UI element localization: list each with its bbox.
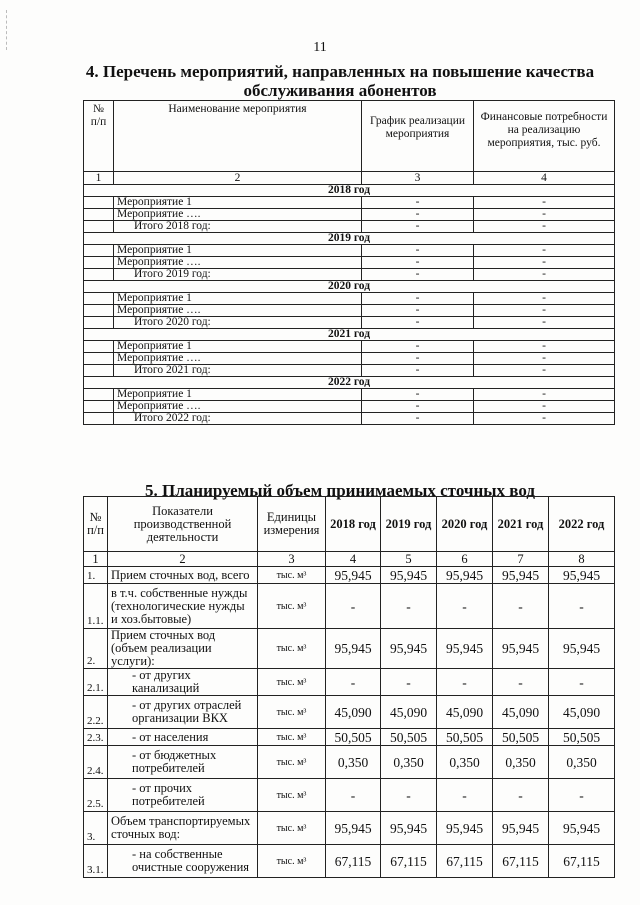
table-header-row [84, 101, 615, 172]
schedule-cell: - [362, 341, 474, 353]
table-row [84, 305, 615, 317]
value-cell: 67,115 [326, 845, 381, 878]
indicator-name: - от прочих потребителей [108, 779, 258, 812]
value-cell: 95,945 [326, 567, 381, 584]
schedule-cell: - [362, 365, 474, 377]
row-number: 1.1. [84, 584, 108, 629]
table-row [84, 341, 615, 353]
year-label: 2022 год [84, 377, 615, 389]
header-cell: № п/п [84, 101, 114, 172]
year-row [84, 329, 615, 341]
value-cell: 50,505 [381, 729, 437, 746]
header-cell: Показатели производственной деятельности [108, 497, 258, 552]
value-cell: 67,115 [493, 845, 549, 878]
index-cell: 7 [493, 552, 549, 567]
unit-cell: тыс. м³ [258, 629, 326, 669]
unit-cell: тыс. м³ [258, 746, 326, 779]
header-cell: График реализации мероприятия [362, 101, 474, 172]
indicator-name: - от бюджетных потребителей [108, 746, 258, 779]
section4-title: 4. Перечень мероприятий, направленных на повышение качества обслуживания абонентов [85, 62, 595, 100]
finance-cell: - [474, 317, 615, 329]
value-cell: 50,505 [326, 729, 381, 746]
schedule-cell: - [362, 317, 474, 329]
value-cell: 95,945 [381, 567, 437, 584]
schedule-cell: - [362, 389, 474, 401]
measures-table [83, 100, 615, 425]
finance-cell: - [474, 305, 615, 317]
measure-name: Мероприятие …. [114, 257, 362, 269]
table-header-row [84, 497, 615, 552]
indicator-name: - от населения [108, 729, 258, 746]
value-cell: - [437, 669, 493, 696]
table-row [84, 365, 615, 377]
value-cell: 95,945 [437, 812, 493, 845]
row-number: 2.5. [84, 779, 108, 812]
value-cell: 0,350 [437, 746, 493, 779]
schedule-cell: - [362, 209, 474, 221]
value-cell: 45,090 [381, 696, 437, 729]
year-row [84, 185, 615, 197]
row-number: 2.1. [84, 669, 108, 696]
value-cell: - [493, 584, 549, 629]
value-cell: 95,945 [381, 629, 437, 669]
indicator-name: - от других канализаций [108, 669, 258, 696]
index-row [84, 552, 615, 567]
row-number-cell [84, 389, 114, 401]
index-cell: 6 [437, 552, 493, 567]
header-cell: 2022 год [549, 497, 615, 552]
value-cell: 0,350 [549, 746, 615, 779]
table-row [84, 209, 615, 221]
row-number-cell [84, 197, 114, 209]
measure-name: Итого 2021 год: [114, 365, 362, 377]
row-number-cell [84, 317, 114, 329]
measure-name: Итого 2018 год: [114, 221, 362, 233]
row-number-cell [84, 293, 114, 305]
unit-cell: тыс. м³ [258, 696, 326, 729]
row-number-cell [84, 365, 114, 377]
value-cell: 95,945 [549, 567, 615, 584]
index-cell: 4 [474, 172, 615, 185]
row-number-cell [84, 245, 114, 257]
indicator-name: Прием сточных вод, всего [108, 567, 258, 584]
finance-cell: - [474, 197, 615, 209]
index-cell: 8 [549, 552, 615, 567]
row-number-cell [84, 209, 114, 221]
table-row [84, 729, 615, 746]
value-cell: - [381, 779, 437, 812]
table-row [84, 197, 615, 209]
unit-cell: тыс. м³ [258, 812, 326, 845]
index-cell: 5 [381, 552, 437, 567]
table-row [84, 779, 615, 812]
measure-name: Мероприятие 1 [114, 245, 362, 257]
value-cell: 67,115 [549, 845, 615, 878]
value-cell: 95,945 [381, 812, 437, 845]
year-row [84, 281, 615, 293]
value-cell: 0,350 [326, 746, 381, 779]
finance-cell: - [474, 245, 615, 257]
measure-name: Мероприятие 1 [114, 389, 362, 401]
row-number-cell [84, 269, 114, 281]
row-number-cell [84, 353, 114, 365]
schedule-cell: - [362, 257, 474, 269]
value-cell: 67,115 [381, 845, 437, 878]
value-cell: - [493, 779, 549, 812]
measure-name: Мероприятие 1 [114, 197, 362, 209]
schedule-cell: - [362, 413, 474, 425]
value-cell: 50,505 [549, 729, 615, 746]
value-cell: - [326, 584, 381, 629]
value-cell: - [326, 669, 381, 696]
value-cell: 95,945 [493, 567, 549, 584]
indicator-name: - от других отраслей организации ВКХ [108, 696, 258, 729]
value-cell: 50,505 [437, 729, 493, 746]
row-number: 2. [84, 629, 108, 669]
measure-name: Мероприятие …. [114, 353, 362, 365]
table-row [84, 401, 615, 413]
header-cell: 2018 год [326, 497, 381, 552]
value-cell: 50,505 [493, 729, 549, 746]
row-number-cell [84, 401, 114, 413]
table-row [84, 584, 615, 629]
value-cell: - [549, 584, 615, 629]
value-cell: 95,945 [326, 812, 381, 845]
finance-cell: - [474, 365, 615, 377]
year-label: 2019 год [84, 233, 615, 245]
index-cell: 2 [114, 172, 362, 185]
row-number-cell [84, 413, 114, 425]
index-cell: 1 [84, 172, 114, 185]
finance-cell: - [474, 221, 615, 233]
index-cell: 2 [108, 552, 258, 567]
finance-cell: - [474, 209, 615, 221]
table-row [84, 245, 615, 257]
value-cell: 0,350 [493, 746, 549, 779]
index-row [84, 172, 615, 185]
index-cell: 1 [84, 552, 108, 567]
row-number: 3.1. [84, 845, 108, 878]
header-cell: 2019 год [381, 497, 437, 552]
measure-name: Итого 2020 год: [114, 317, 362, 329]
row-number: 2.2. [84, 696, 108, 729]
unit-cell: тыс. м³ [258, 669, 326, 696]
indicator-name: в т.ч. собственные нужды (технологические нужды и хоз.бытовые) [108, 584, 258, 629]
row-number: 1. [84, 567, 108, 584]
value-cell: 95,945 [493, 812, 549, 845]
table-row [84, 696, 615, 729]
finance-cell: - [474, 269, 615, 281]
measure-name: Мероприятие 1 [114, 341, 362, 353]
unit-cell: тыс. м³ [258, 729, 326, 746]
table-row [84, 845, 615, 878]
value-cell: - [381, 669, 437, 696]
row-number-cell [84, 257, 114, 269]
unit-cell: тыс. м³ [258, 779, 326, 812]
schedule-cell: - [362, 197, 474, 209]
index-cell: 3 [362, 172, 474, 185]
row-number: 2.4. [84, 746, 108, 779]
value-cell: - [493, 669, 549, 696]
measure-name: Итого 2019 год: [114, 269, 362, 281]
unit-cell: тыс. м³ [258, 584, 326, 629]
schedule-cell: - [362, 221, 474, 233]
table-row [84, 746, 615, 779]
row-number: 3. [84, 812, 108, 845]
value-cell: 0,350 [381, 746, 437, 779]
row-number: 2.3. [84, 729, 108, 746]
header-cell: 2021 год [493, 497, 549, 552]
table-row [84, 293, 615, 305]
measure-name: Мероприятие 1 [114, 293, 362, 305]
table-row [84, 353, 615, 365]
indicator-name: Объем транспортируемых сточных вод: [108, 812, 258, 845]
unit-cell: тыс. м³ [258, 845, 326, 878]
indicator-name: - на собственные очистные сооружения [108, 845, 258, 878]
schedule-cell: - [362, 245, 474, 257]
value-cell: 95,945 [549, 629, 615, 669]
row-number-cell [84, 341, 114, 353]
schedule-cell: - [362, 293, 474, 305]
value-cell: - [549, 779, 615, 812]
value-cell: 95,945 [326, 629, 381, 669]
year-row [84, 377, 615, 389]
table-row [84, 269, 615, 281]
header-cell: Единицы измерения [258, 497, 326, 552]
table-row [84, 413, 615, 425]
value-cell: - [549, 669, 615, 696]
value-cell: 45,090 [493, 696, 549, 729]
finance-cell: - [474, 389, 615, 401]
index-cell: 3 [258, 552, 326, 567]
measure-name: Мероприятие …. [114, 209, 362, 221]
value-cell: 95,945 [437, 567, 493, 584]
value-cell: 95,945 [493, 629, 549, 669]
finance-cell: - [474, 341, 615, 353]
table-row [84, 669, 615, 696]
header-cell: 2020 год [437, 497, 493, 552]
wastewater-table [83, 496, 615, 878]
schedule-cell: - [362, 353, 474, 365]
value-cell: 45,090 [437, 696, 493, 729]
year-row [84, 233, 615, 245]
table-row [84, 317, 615, 329]
measure-name: Мероприятие …. [114, 401, 362, 413]
finance-cell: - [474, 293, 615, 305]
schedule-cell: - [362, 269, 474, 281]
header-cell: Финансовые потребности на реализацию мероприятия, тыс. руб. [474, 101, 615, 172]
index-cell: 4 [326, 552, 381, 567]
table-row [84, 567, 615, 584]
value-cell: - [326, 779, 381, 812]
row-number-cell [84, 221, 114, 233]
finance-cell: - [474, 353, 615, 365]
value-cell: 95,945 [549, 812, 615, 845]
year-label: 2021 год [84, 329, 615, 341]
value-cell: 67,115 [437, 845, 493, 878]
schedule-cell: - [362, 401, 474, 413]
header-cell: № п/п [84, 497, 108, 552]
value-cell: 45,090 [326, 696, 381, 729]
unit-cell: тыс. м³ [258, 567, 326, 584]
value-cell: - [437, 779, 493, 812]
finance-cell: - [474, 401, 615, 413]
year-label: 2020 год [84, 281, 615, 293]
table-row [84, 257, 615, 269]
row-number-cell [84, 305, 114, 317]
header-cell: Наименование мероприятия [114, 101, 362, 172]
finance-cell: - [474, 257, 615, 269]
page-number: 11 [313, 40, 327, 55]
table-row [84, 221, 615, 233]
value-cell: - [437, 584, 493, 629]
measure-name: Итого 2022 год: [114, 413, 362, 425]
indicator-name: Прием сточных вод (объем реализации услуги): [108, 629, 258, 669]
schedule-cell: - [362, 305, 474, 317]
value-cell: 95,945 [437, 629, 493, 669]
finance-cell: - [474, 413, 615, 425]
table-row [84, 389, 615, 401]
section5-title: 5. Планируемый объем принимаемых сточных вод [145, 481, 535, 500]
table-row [84, 812, 615, 845]
table-row [84, 629, 615, 669]
value-cell: 45,090 [549, 696, 615, 729]
measure-name: Мероприятие …. [114, 305, 362, 317]
value-cell: - [381, 584, 437, 629]
year-label: 2018 год [84, 185, 615, 197]
